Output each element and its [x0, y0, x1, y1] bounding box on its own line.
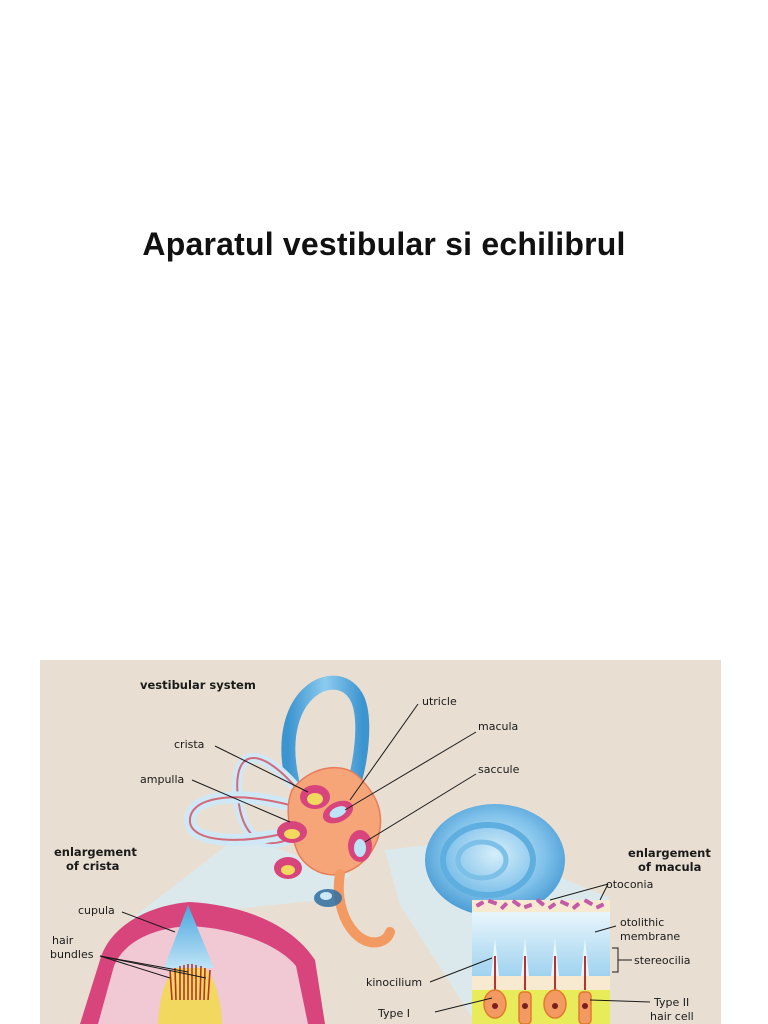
- label-cupula: cupula: [78, 904, 115, 917]
- label-enlargement-of-crista-line1: enlargement: [54, 845, 137, 859]
- ampulla-upper: [300, 785, 330, 809]
- label-otolithic-line2: membrane: [620, 930, 681, 943]
- label-otoconia: otoconia: [606, 878, 654, 891]
- saccule-shape: [348, 830, 372, 862]
- label-type-2-line2: hair cell: [650, 1010, 694, 1023]
- ampulla-posterior: [274, 857, 302, 879]
- label-vestibular-system: vestibular system: [140, 678, 256, 692]
- label-crista: crista: [174, 738, 205, 751]
- label-utricle: utricle: [422, 695, 457, 708]
- cochlea: [425, 804, 565, 916]
- label-otolithic-line1: otolithic: [620, 916, 665, 929]
- macula-enlargement: [472, 898, 610, 1024]
- label-enlargement-of-macula-line1: enlargement: [628, 846, 711, 860]
- label-hair-bundles-line1: hair: [52, 934, 74, 947]
- label-kinocilium: kinocilium: [366, 976, 423, 989]
- vestibular-diagram-svg: [40, 660, 721, 1024]
- label-macula: macula: [478, 720, 519, 733]
- slide-title: Aparatul vestibular si echilibrul: [142, 226, 626, 262]
- label-hair-bundles-line2: bundles: [50, 948, 94, 961]
- label-enlargement-of-macula-line2: of macula: [638, 860, 702, 874]
- vestibular-diagram: [40, 660, 721, 1024]
- label-stereocilia: stereocilia: [634, 954, 691, 967]
- ampulla-lateral: [277, 821, 307, 843]
- label-type-2-line1: Type II: [654, 996, 690, 1009]
- label-enlargement-of-crista-line2: of crista: [66, 859, 120, 873]
- label-ampulla: ampulla: [140, 773, 185, 786]
- label-type-1: Type I: [378, 1007, 411, 1020]
- label-saccule: saccule: [478, 763, 520, 776]
